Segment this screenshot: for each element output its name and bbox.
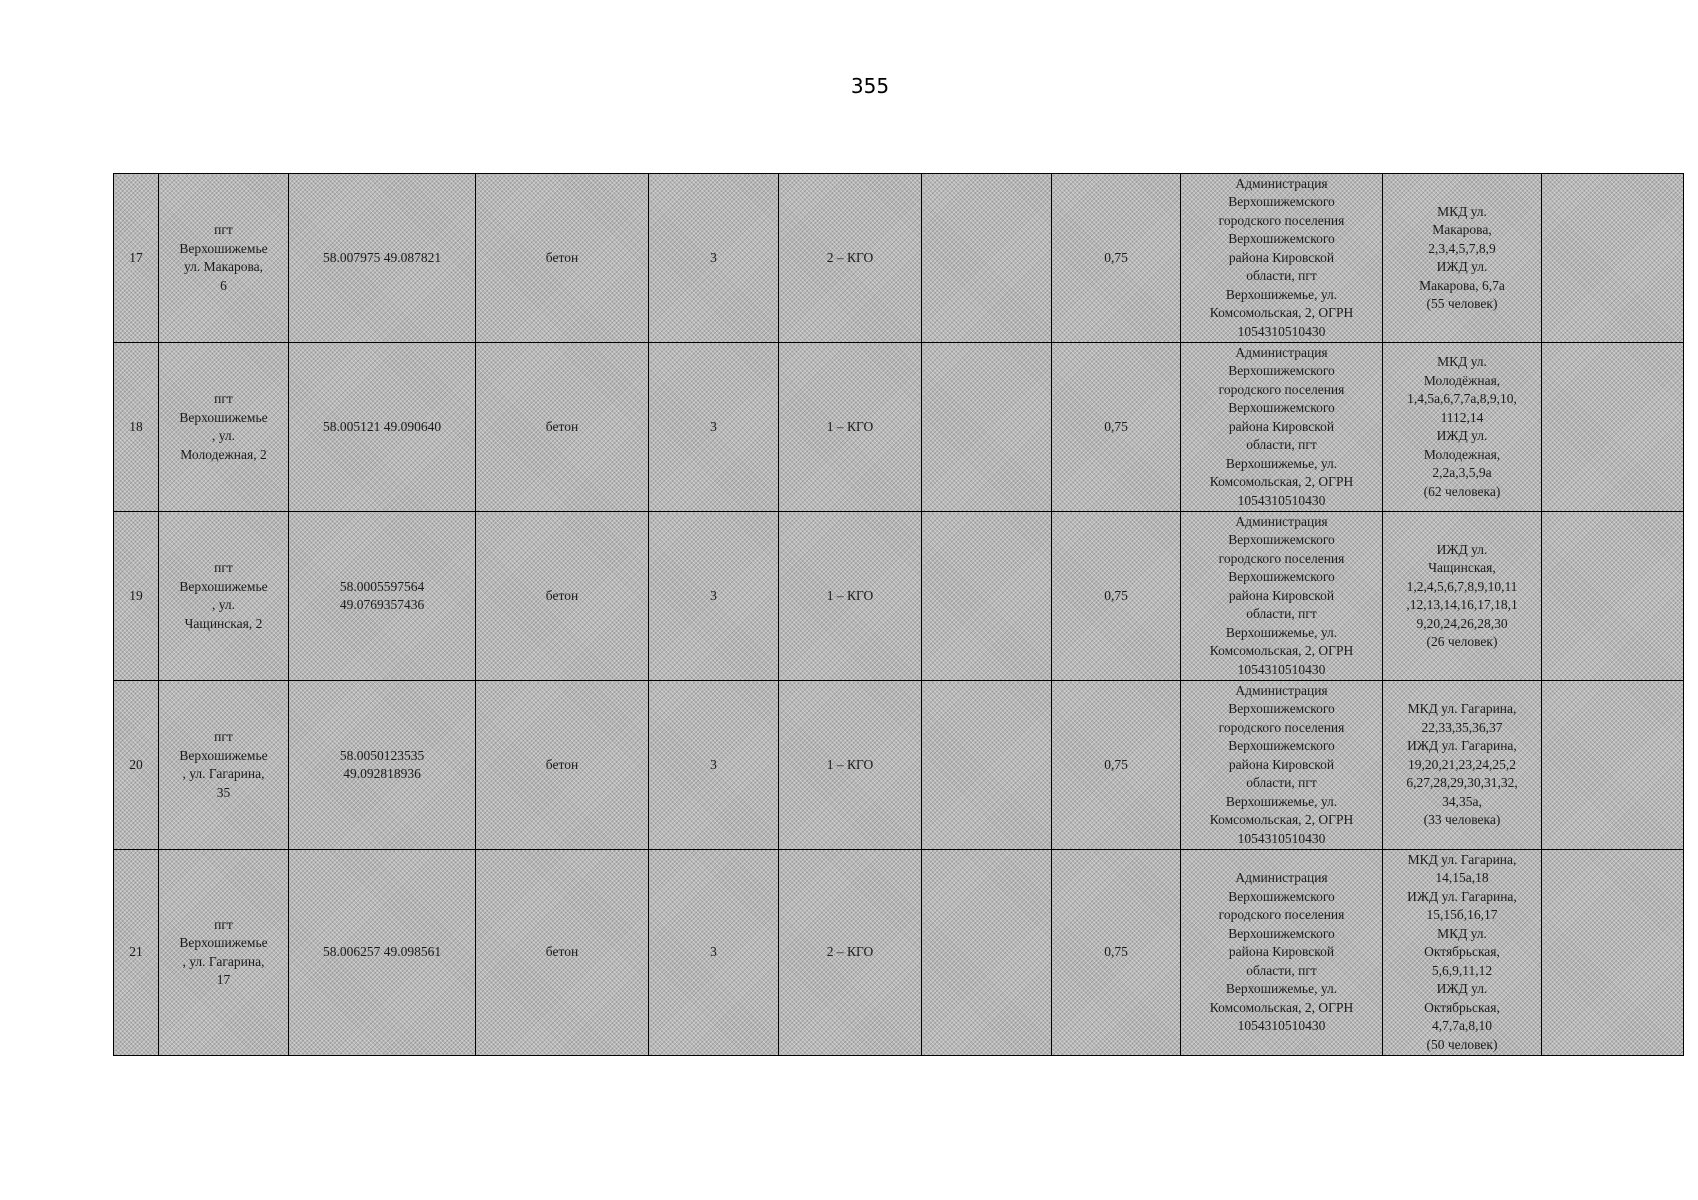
- cell-coordinates: 58.007975 49.087821: [289, 174, 476, 343]
- cell-containers: 2 – КГО: [779, 174, 922, 343]
- cell-blank: [922, 512, 1052, 681]
- cell-served-objects: МКД ул. Молодёжная, 1,4,5а,6,7,7а,8,9,10, 1112,14 ИЖД ул. Молодежная, 2,2а,3,5,9а (62 человека): [1383, 343, 1542, 512]
- cell-served-objects: МКД ул. Гагарина, 22,33,35,36,37 ИЖД ул. Гагарина, 19,20,21,23,24,25,2 6,27,28,29,30,31,32, 34,35а, (33 человека): [1383, 681, 1542, 850]
- cell-number: 19: [114, 512, 159, 681]
- cell-volume: 0,75: [1052, 512, 1181, 681]
- table-row: [114, 850, 1684, 1056]
- table-row: [114, 681, 1684, 850]
- cell-served-objects: МКД ул. Макарова, 2,3,4,5,7,8,9 ИЖД ул. Макарова, 6,7а (55 человек): [1383, 174, 1542, 343]
- cell-location: пгт Верхошижемье , ул. Молодежная, 2: [159, 343, 289, 512]
- cell-containers: 1 – КГО: [779, 343, 922, 512]
- cell-owner: Администрация Верхошижемского городского поселения Верхошижемского района Кировской области, пгт Верхошижемье, ул. Комсомольская, 2, ОГРН 1054310510430: [1181, 681, 1383, 850]
- cell-containers: 2 – КГО: [779, 850, 922, 1056]
- cell-number: 20: [114, 681, 159, 850]
- cell-coordinates: 58.006257 49.098561: [289, 850, 476, 1056]
- cell-coordinates: 58.0050123535 49.092818936: [289, 681, 476, 850]
- cell-owner: Администрация Верхошижемского городского поселения Верхошижемского района Кировской области, пгт Верхошижемье, ул. Комсомольская, 2, ОГРН 1054310510430: [1181, 343, 1383, 512]
- table-row: [114, 174, 1684, 343]
- cell-number: 17: [114, 174, 159, 343]
- cell-area: 3: [649, 850, 779, 1056]
- cell-blank: [922, 681, 1052, 850]
- cell-blank: [1542, 174, 1684, 343]
- cell-owner: Администрация Верхошижемского городского поселения Верхошижемского района Кировской области, пгт Верхошижемье, ул. Комсомольская, 2, ОГРН 1054310510430: [1181, 512, 1383, 681]
- cell-area: 3: [649, 681, 779, 850]
- cell-served-objects: ИЖД ул. Чащинская, 1,2,4,5,6,7,8,9,10,11 ,12,13,14,16,17,18,1 9,20,24,26,28,30 (26 человек): [1383, 512, 1542, 681]
- cell-coordinates: 58.0005597564 49.0769357436: [289, 512, 476, 681]
- cell-blank: [922, 850, 1052, 1056]
- cell-surface-material: бетон: [476, 850, 649, 1056]
- cell-area: 3: [649, 512, 779, 681]
- cell-volume: 0,75: [1052, 174, 1181, 343]
- cell-surface-material: бетон: [476, 343, 649, 512]
- cell-owner: Администрация Верхошижемского городского поселения Верхошижемского района Кировской области, пгт Верхошижемье, ул. Комсомольская, 2, ОГРН 1054310510430: [1181, 174, 1383, 343]
- cell-volume: 0,75: [1052, 850, 1181, 1056]
- cell-surface-material: бетон: [476, 512, 649, 681]
- cell-surface-material: бетон: [476, 681, 649, 850]
- cell-owner: Администрация Верхошижемского городского поселения Верхошижемского района Кировской области, пгт Верхошижемье, ул. Комсомольская, 2, ОГРН 1054310510430: [1181, 850, 1383, 1056]
- cell-number: 21: [114, 850, 159, 1056]
- cell-containers: 1 – КГО: [779, 512, 922, 681]
- cell-area: 3: [649, 343, 779, 512]
- cell-location: пгт Верхошижемье ул. Макарова, 6: [159, 174, 289, 343]
- cell-blank: [922, 343, 1052, 512]
- cell-containers: 1 – КГО: [779, 681, 922, 850]
- cell-number: 18: [114, 343, 159, 512]
- cell-area: 3: [649, 174, 779, 343]
- table-row: [114, 512, 1684, 681]
- cell-surface-material: бетон: [476, 174, 649, 343]
- cell-blank: [922, 174, 1052, 343]
- cell-location: пгт Верхошижемье , ул. Гагарина, 17: [159, 850, 289, 1056]
- register-table: [113, 173, 1684, 1056]
- cell-blank: [1542, 681, 1684, 850]
- register-table-container: [113, 173, 1684, 1056]
- cell-volume: 0,75: [1052, 681, 1181, 850]
- table-row: [114, 343, 1684, 512]
- cell-blank: [1542, 343, 1684, 512]
- page-number: 355: [850, 74, 890, 98]
- cell-served-objects: МКД ул. Гагарина, 14,15а,18 ИЖД ул. Гагарина, 15,15б,16,17 МКД ул. Октябрьская, 5,6,9,11,12 ИЖД ул. Октябрьская, 4,7,7а,8,10 (50 человек): [1383, 850, 1542, 1056]
- cell-location: пгт Верхошижемье , ул. Чащинская, 2: [159, 512, 289, 681]
- cell-coordinates: 58.005121 49.090640: [289, 343, 476, 512]
- cell-volume: 0,75: [1052, 343, 1181, 512]
- cell-blank: [1542, 512, 1684, 681]
- cell-blank: [1542, 850, 1684, 1056]
- cell-location: пгт Верхошижемье , ул. Гагарина, 35: [159, 681, 289, 850]
